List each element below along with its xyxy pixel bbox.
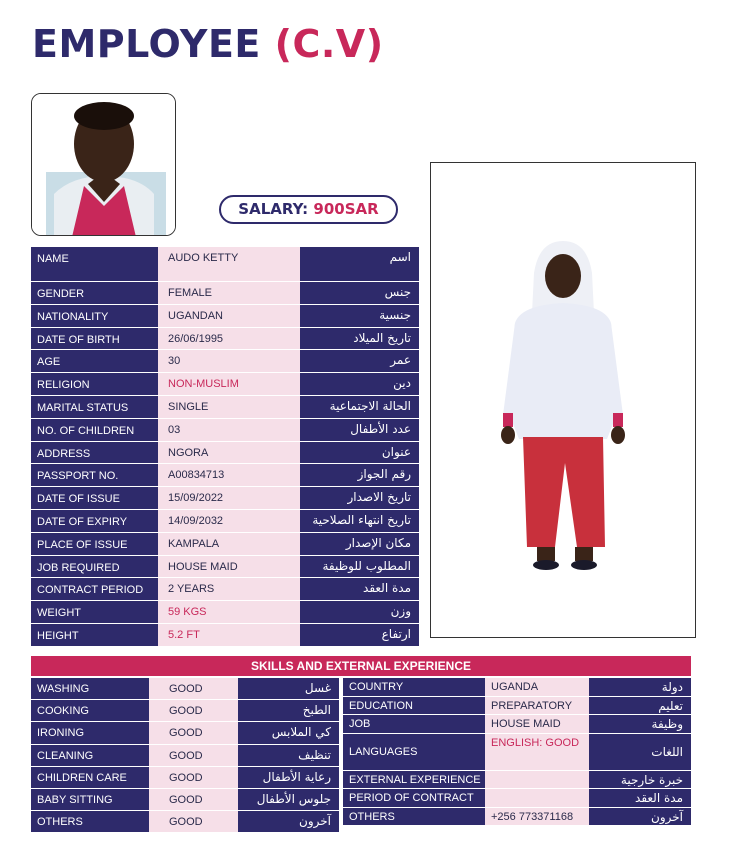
info-value: 14/09/2032 — [158, 510, 300, 533]
info-value: 2 YEARS — [158, 578, 300, 601]
skill-level: GOOD — [149, 722, 238, 744]
skill-row — [31, 722, 339, 744]
info-label: NATIONALITY — [31, 305, 158, 328]
info-arabic-label: ارتفاع — [300, 624, 419, 647]
info-label: WEIGHT — [31, 601, 158, 624]
skill-row — [31, 767, 339, 789]
info-value: 30 — [158, 350, 300, 373]
skill-arabic-label: كي الملابس — [238, 722, 339, 744]
info-row — [31, 373, 419, 396]
info-value: 03 — [158, 419, 300, 442]
page-title — [32, 22, 384, 66]
info-row — [31, 305, 419, 328]
info-arabic-label: تاريخ الميلاد — [300, 328, 419, 351]
info-row — [31, 556, 419, 579]
info-value: 59 KGS — [158, 601, 300, 624]
info-label: DATE OF EXPIRY — [31, 510, 158, 533]
info-label: NAME — [31, 247, 158, 282]
info-value: 15/09/2022 — [158, 487, 300, 510]
info-arabic-label: اسم — [300, 247, 419, 282]
info-label: DATE OF BIRTH — [31, 328, 158, 351]
info-row — [31, 419, 419, 442]
info-row — [31, 533, 419, 556]
info-row — [31, 282, 419, 305]
experience-row — [343, 771, 691, 790]
experience-name: PERIOD OF CONTRACT — [343, 789, 485, 808]
info-arabic-label: جنس — [300, 282, 419, 305]
info-row — [31, 247, 419, 282]
skill-row — [31, 745, 339, 767]
info-arabic-label: عدد الأطفال — [300, 419, 419, 442]
experience-name: COUNTRY — [343, 678, 485, 697]
info-row — [31, 624, 419, 647]
skill-name: CLEANING — [31, 745, 149, 767]
info-label: RELIGION — [31, 373, 158, 396]
experience-arabic-label: اللغات — [589, 734, 691, 771]
info-label: PLACE OF ISSUE — [31, 533, 158, 556]
skill-row — [31, 811, 339, 833]
skill-level: GOOD — [149, 700, 238, 722]
info-value: HOUSE MAID — [158, 556, 300, 579]
experience-table — [343, 678, 691, 826]
info-value: 26/06/1995 — [158, 328, 300, 351]
experience-value: HOUSE MAID — [485, 715, 589, 734]
experience-row — [343, 678, 691, 697]
experience-arabic-label: آخرون — [589, 808, 691, 827]
experience-row — [343, 789, 691, 808]
skill-level: GOOD — [149, 767, 238, 789]
skill-arabic-label: تنظيف — [238, 745, 339, 767]
info-value: AUDO KETTY — [158, 247, 300, 282]
info-arabic-label: المطلوب للوظيفة — [300, 556, 419, 579]
skill-level: GOOD — [149, 789, 238, 811]
experience-row — [343, 734, 691, 771]
info-arabic-label: تاريخ انتهاء الصلاحية — [300, 510, 419, 533]
info-arabic-label: تاريخ الاصدار — [300, 487, 419, 510]
info-value: A00834713 — [158, 464, 300, 487]
skill-name: IRONING — [31, 722, 149, 744]
skill-level: GOOD — [149, 678, 238, 700]
info-label: JOB REQUIRED — [31, 556, 158, 579]
info-row — [31, 350, 419, 373]
info-value: 5.2 FT — [158, 624, 300, 647]
skill-arabic-label: غسل — [238, 678, 339, 700]
experience-name: EXTERNAL EXPERIENCE — [343, 771, 485, 790]
skill-name: COOKING — [31, 700, 149, 722]
info-value: FEMALE — [158, 282, 300, 305]
skill-row — [31, 678, 339, 700]
experience-arabic-label: دولة — [589, 678, 691, 697]
skills-table — [31, 678, 339, 833]
portrait-illustration — [32, 94, 176, 236]
info-arabic-label: عنوان — [300, 442, 419, 465]
info-label: CONTRACT PERIOD — [31, 578, 158, 601]
experience-arabic-label: مدة العقد — [589, 789, 691, 808]
info-label: PASSPORT NO. — [31, 464, 158, 487]
experience-value — [485, 789, 589, 808]
info-arabic-label: مكان الإصدار — [300, 533, 419, 556]
info-value: KAMPALA — [158, 533, 300, 556]
info-row — [31, 601, 419, 624]
skill-arabic-label: رعاية الأطفال — [238, 767, 339, 789]
info-arabic-label: وزن — [300, 601, 419, 624]
skill-arabic-label: الطبخ — [238, 700, 339, 722]
skill-name: OTHERS — [31, 811, 149, 833]
experience-arabic-label: تعليم — [589, 697, 691, 716]
title-accent: (C.V) — [274, 22, 384, 66]
info-value: NGORA — [158, 442, 300, 465]
info-arabic-label: عمر — [300, 350, 419, 373]
full-body-photo — [430, 162, 696, 638]
experience-name: EDUCATION — [343, 697, 485, 716]
salary-badge — [219, 195, 398, 224]
info-row — [31, 578, 419, 601]
info-value: SINGLE — [158, 396, 300, 419]
info-arabic-label: مدة العقد — [300, 578, 419, 601]
portrait-photo — [31, 93, 176, 236]
experience-name: LANGUAGES — [343, 734, 485, 771]
skill-row — [31, 700, 339, 722]
info-row — [31, 510, 419, 533]
full-body-illustration — [431, 163, 696, 638]
title-main: EMPLOYEE — [32, 22, 261, 66]
experience-row — [343, 697, 691, 716]
info-value: UGANDAN — [158, 305, 300, 328]
info-row — [31, 328, 419, 351]
info-row — [31, 442, 419, 465]
info-row — [31, 396, 419, 419]
skill-name: CHILDREN CARE — [31, 767, 149, 789]
info-arabic-label: رقم الجواز — [300, 464, 419, 487]
experience-value: +256 773371168 — [485, 808, 589, 827]
info-label: NO. OF CHILDREN — [31, 419, 158, 442]
info-row — [31, 487, 419, 510]
experience-value: PREPARATORY — [485, 697, 589, 716]
info-label: MARITAL STATUS — [31, 396, 158, 419]
skill-arabic-label: آخرون — [238, 811, 339, 833]
salary-value: 900SAR — [313, 200, 379, 218]
experience-value: UGANDA — [485, 678, 589, 697]
info-label: AGE — [31, 350, 158, 373]
experience-arabic-label: وظيفة — [589, 715, 691, 734]
experience-row — [343, 715, 691, 734]
info-value: NON-MUSLIM — [158, 373, 300, 396]
skill-name: BABY SITTING — [31, 789, 149, 811]
skills-section-header: SKILLS AND EXTERNAL EXPERIENCE — [31, 656, 691, 676]
skill-level: GOOD — [149, 745, 238, 767]
info-arabic-label: الحالة الاجتماعية — [300, 396, 419, 419]
personal-info-table — [31, 247, 419, 647]
info-arabic-label: جنسية — [300, 305, 419, 328]
info-label: GENDER — [31, 282, 158, 305]
info-row — [31, 464, 419, 487]
info-label: HEIGHT — [31, 624, 158, 647]
experience-name: JOB — [343, 715, 485, 734]
info-label: DATE OF ISSUE — [31, 487, 158, 510]
info-arabic-label: دين — [300, 373, 419, 396]
skill-arabic-label: جلوس الأطفال — [238, 789, 339, 811]
info-label: ADDRESS — [31, 442, 158, 465]
experience-row — [343, 808, 691, 827]
skill-row — [31, 789, 339, 811]
salary-label: SALARY: — [238, 200, 309, 218]
experience-value — [485, 771, 589, 790]
skill-level: GOOD — [149, 811, 238, 833]
experience-value: ENGLISH: GOOD — [485, 734, 589, 771]
skill-name: WASHING — [31, 678, 149, 700]
experience-name: OTHERS — [343, 808, 485, 827]
experience-arabic-label: خبرة خارجية — [589, 771, 691, 790]
